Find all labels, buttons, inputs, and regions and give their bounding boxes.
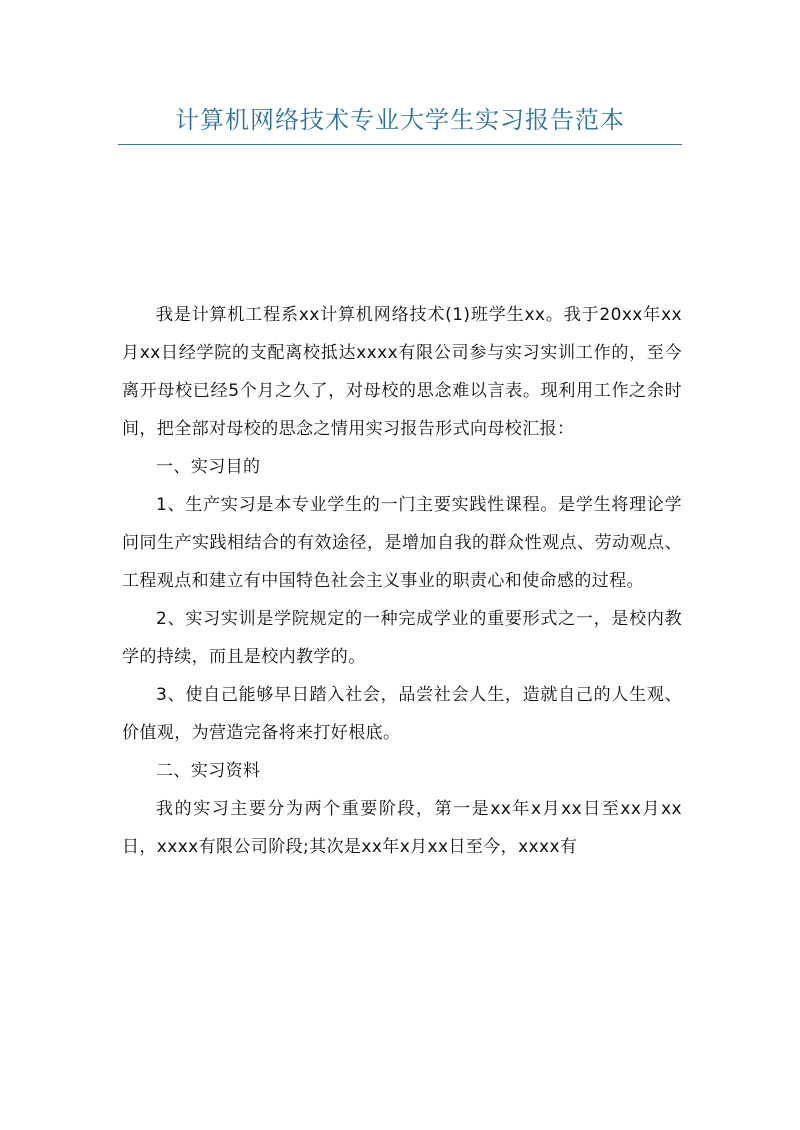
title-underline bbox=[118, 144, 682, 145]
document-body bbox=[122, 296, 682, 866]
purpose-item-3: 3、使自己能够早日踏入社会，品尝社会人生，造就自己的人生观、价值观，为营造完备将来打好根底。 bbox=[122, 685, 682, 743]
materials-paragraph: 我的实习主要分为两个重要阶段，第一是xx年x月xx日至xx月xx日，xxxx有限公司阶段;其次是xx年x月xx日至今，xxxx有 bbox=[122, 799, 682, 857]
intro-paragraph: 我是计算机工程系xx计算机网络技术(1)班学生xx。我于20xx年xx月xx日经学院的支配离校抵达xxxx有限公司参与实习实训工作的，至今离开母校已经5个月之久了，对母校的思念难以言表。现利用工作之余时间，把全部对母校的思念之情用实习报告形式向母校汇报： bbox=[122, 305, 682, 439]
section-heading-materials: 二、实习资料 bbox=[156, 761, 261, 781]
section-heading-purpose: 一、实习目的 bbox=[156, 457, 261, 477]
document-title: 计算机网络技术专业大学生实习报告范本 bbox=[175, 106, 625, 134]
purpose-item-1: 1、生产实习是本专业学生的一门主要实践性课程。是学生将理论学问同生产实践相结合的有效途径，是增加自我的群众性观点、劳动观点、工程观点和建立有中国特色社会主义事业的职责心和使命感的过程。 bbox=[122, 495, 682, 591]
purpose-item-2: 2、实习实训是学院规定的一种完成学业的重要形式之一，是校内教学的持续，而且是校内教学的。 bbox=[122, 609, 682, 667]
